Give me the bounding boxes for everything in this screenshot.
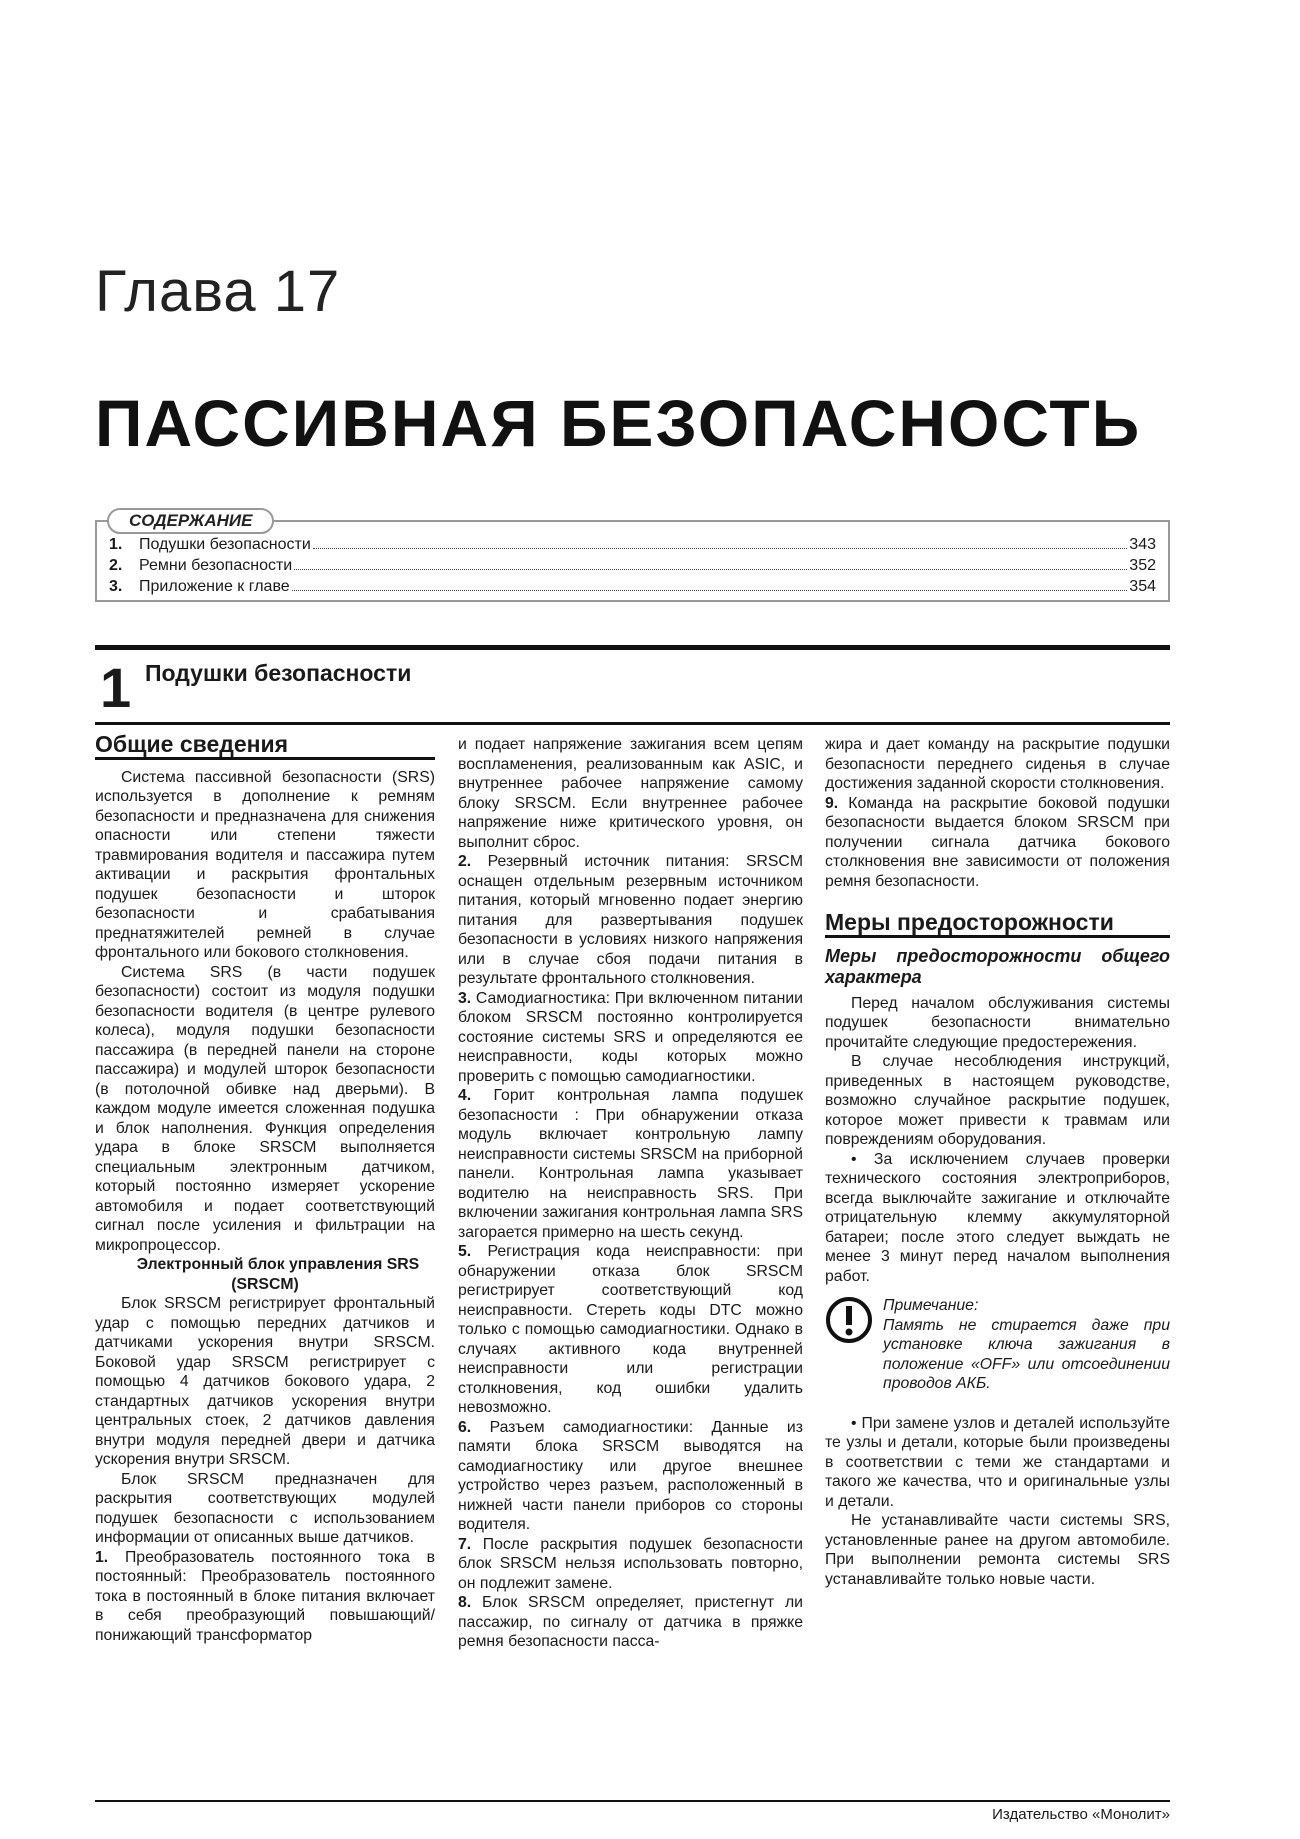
- publisher-footer: Издательство «Монолит»: [992, 1806, 1170, 1823]
- paragraph: В случае несоблюдения инструкций, приведенных в настоящем руководстве, возможно случайное раскрытие подушек, которое может привести к травмам или повреждениям оборудования.: [825, 1053, 1170, 1148]
- section-title: Подушки безопасности: [145, 660, 412, 686]
- page-title: ПАССИВНАЯ БЕЗОПАСНОСТЬ: [95, 386, 1142, 460]
- list-item-number: 5.: [458, 1243, 472, 1260]
- paragraph: Перед началом обслуживания системы подушек безопасности внимательно прочитайте следующие предостережения.: [825, 994, 1170, 1051]
- section-rule-bottom: [95, 722, 1170, 725]
- toc-item-number: 1.: [109, 536, 123, 553]
- toc-label: СОДЕРЖАНИЕ: [107, 508, 274, 534]
- list-item-text: Блок SRSCM определяет, пристегнут ли пассажир, по сигналу от датчика в пряжке ремня безопасности пасса-: [458, 1594, 803, 1650]
- section-rule-top: [95, 645, 1170, 650]
- toc-leader: [313, 548, 1128, 549]
- note-text: Память не стирается даже при установке ключа зажигания в положение «OFF» или отсоединении проводов АКБ.: [883, 1316, 1170, 1392]
- list-item-text: Команда на раскрытие боковой подушки безопасности выдается блоком SRSCM при получении сигнала датчика бокового столкновения вне зависимости от положения ремня безопасности.: [825, 794, 1170, 890]
- toc-item[interactable]: [109, 534, 1156, 555]
- toc-item[interactable]: [109, 576, 1156, 597]
- list-item: [458, 1535, 803, 1594]
- list-item-number: 6.: [458, 1418, 472, 1436]
- toc-item-text: Приложение к главе: [139, 578, 290, 595]
- list-item-number: 3.: [458, 989, 472, 1007]
- paragraph: • За исключением случаев проверки технического состояния электроприборов, всегда выключайте зажигание и отключайте отрицательную клемму аккумуляторной батареи; после этого следует выждать не менее 3 минут перед началом выполнения работ.: [825, 1150, 1170, 1285]
- toc-item[interactable]: [109, 555, 1156, 576]
- list-item: [458, 1086, 803, 1242]
- list-item-number: 4.: [458, 1087, 472, 1104]
- paragraph: Блок SRSCM регистрирует фронтальный удар с помощью передних датчиков и датчиками ускорения внутри SRSCM. Боковой удар SRSCM регистрирует с помощью 4 датчиков бокового удара, 2 стандартных датчиков ускорения внутри центральных стоек, 2 датчиков давления внутри модуля передней двери и датчика ускорения внутри SRSCM.: [95, 1295, 435, 1468]
- paragraph: Блок SRSCM предназначен для раскрытия соответствующих модулей подушек безопасности с использованием информации от описанных выше датчиков.: [95, 1470, 435, 1546]
- list-item-number: 7.: [458, 1535, 472, 1553]
- list-item-text: Разъем самодиагностики: Данные из памяти блока SRSCM выводятся на самодиагностику или другое внешнее устройство через разъем, расположенный в нижней части панели приборов со стороны водителя.: [458, 1418, 803, 1533]
- list-item-number: 9.: [825, 794, 839, 812]
- toc-item-text: Подушки безопасности: [139, 536, 311, 553]
- list-item-text: Самодиагностика: При включенном питании блоком SRSCM постоянно контролируется состояние системы SRS и определяются ее неисправности, коды которых можно проверить с помощью самодиагностики.: [458, 989, 803, 1085]
- list-item: [825, 794, 1170, 892]
- toc-item-number: 3.: [109, 578, 123, 595]
- note-box: [825, 1296, 1170, 1394]
- toc-item-text: Ремни безопасности: [139, 557, 293, 574]
- paragraph: • При замене узлов и деталей используйте те узлы и детали, которые были произведены в соответствии с теми же стандартами и такого же качества, что и оригинальные узлы и детали.: [825, 1414, 1170, 1510]
- list-item: [458, 1593, 803, 1652]
- paragraph: Система пассивной безопасности (SRS) используется в дополнение к ремням безопасности и предназначена для снижения опасности или степени тяжести травмирования водителя и пассажира путем активации и раскрытия фронтальных подушек безопасности и шторок безопасности и срабатывания преднатяжителей ремней в случае фронтального или бокового столкновения.: [95, 768, 435, 961]
- list-item: [458, 1242, 803, 1418]
- list-item-number: 8.: [458, 1594, 472, 1611]
- subheading-srscm: Электронный блок управления SRS (SRSCM): [136, 1256, 420, 1293]
- note-label: Примечание:: [883, 1297, 979, 1314]
- list-item-text: После раскрытия подушек безопасности блок SRSCM нельзя использовать повторно, он подлежит замене.: [458, 1535, 803, 1592]
- paragraph: и подает напряжение зажигания всем цепям воспламенения, реализованным как ASIC, и внутреннее рабочее напряжение самому блоку SRSCM. Если внутреннее рабочее напряжение ниже критического уровня, он выполнит сброс.: [458, 736, 803, 851]
- toc-item-page: 352: [1129, 557, 1156, 574]
- section-number: 1: [100, 656, 132, 719]
- list-item: [458, 852, 803, 989]
- column-1: [95, 731, 436, 1645]
- toc-leader: [292, 590, 1128, 591]
- column-3: [825, 735, 1170, 1589]
- subheading-general-precautions: Меры предосторожности общего характера: [825, 945, 1170, 987]
- list-item-text: Регистрация кода неисправности: при обнаружении отказа блок SRSCM регистрирует соответствующий код неисправности. Стереть коды DTC можно только с помощью самодиагностики. Однако в случаях активного кода внутренней неисправности или регистрации столкновения, код ошибки удалить невозможно.: [458, 1243, 803, 1416]
- toc-item-number: 2.: [109, 557, 123, 574]
- toc-item-page: 343: [1129, 536, 1156, 553]
- paragraph: Система SRS (в части подушек безопасности) состоит из модуля подушки безопасности водителя (в центре рулевого колеса), модуля подушки безопасности пассажира (в передней панели на стороне пассажира) и модулей шторок безопасности (в потолочной обивке над дверьми). В каждом модуле имеется сложенная подушка и блок наполнения. Функция определения удара в блоке SRSCM выполняется специальным электронным датчиком, который постоянно измеряет ускорение автомобиля и подает соответствующий сигнал после усиления и фильтрации на микропроцессор.: [95, 963, 435, 1254]
- footer-rule: [95, 1800, 1170, 1802]
- exclamation-icon: [825, 1296, 873, 1344]
- paragraph: жира и дает команду на раскрытие подушки безопасности переднего сиденья в случае достижения заданной скорости столкновения.: [825, 736, 1170, 792]
- heading-precautions: Меры предосторожности: [825, 913, 1170, 938]
- list-item-text: Резервный источник питания: SRSCM оснащен отдельным резервным источником питания, который мгновенно подает энергию питания для развертывания подушек безопасности в условиях низкого напряжения или в случае сбоя подачи питания в результате фронтального столкновения.: [458, 853, 803, 987]
- list-item-number: 2.: [458, 853, 472, 870]
- table-of-contents: [95, 511, 1170, 602]
- toc-item-page: 354: [1129, 578, 1156, 595]
- column-2: [458, 735, 803, 1652]
- list-item: [458, 989, 803, 1087]
- list-item: [95, 1548, 435, 1646]
- list-item-text: Горит контрольная лампа подушек безопасности : При обнаружении отказа модуль включает контрольную лампу неисправности системы SRSCM на приборной панели. Контрольная лампа указывает водителю на неисправность SRS. При включении зажигания контрольная лампа SRS загорается примерно на шесть секунд.: [458, 1087, 803, 1241]
- paragraph: Не устанавливайте части системы SRS, установленные ранее на другом автомобиле. При выполнении ремонта системы SRS устанавливайте только новые части.: [825, 1512, 1170, 1588]
- chapter-label: Глава 17: [95, 259, 341, 324]
- list-item: [458, 1418, 803, 1535]
- heading-general-info: Общие сведения: [95, 735, 435, 760]
- toc-leader: [294, 569, 1127, 570]
- list-item-number: 1.: [95, 1548, 109, 1566]
- list-item-text: Преобразователь постоянного тока в постоянный: Преобразователь постоянного тока в постоянный в блоке питания включает в себя преобразующий повышающий/понижающий трансформатор: [95, 1548, 436, 1644]
